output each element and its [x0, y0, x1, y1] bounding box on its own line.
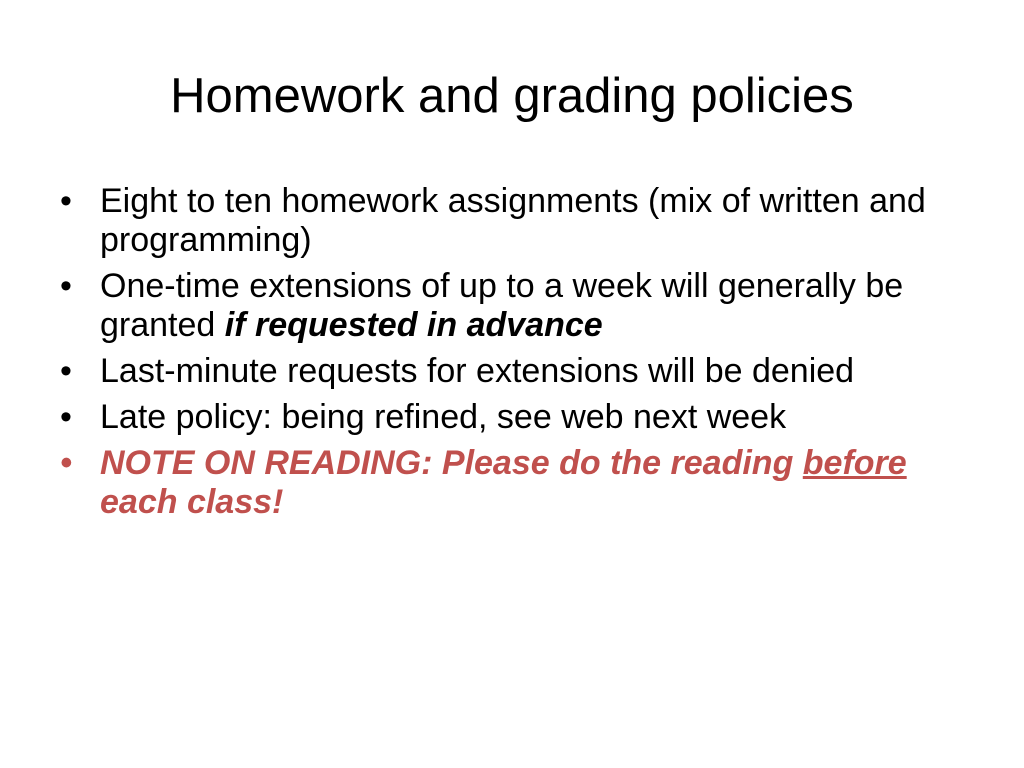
bullet-item-homework-count — [58, 182, 978, 260]
bullet-dot-icon: • — [60, 267, 72, 305]
bullet-text: Last-minute requests for extensions will be denied — [100, 352, 855, 390]
slide-title: Homework and grading policies — [170, 69, 854, 123]
note-underlined-word: before — [802, 444, 907, 482]
bullet-text: One-time extensions of up to a week will generally be granted — [100, 267, 904, 344]
bullet-item-late-policy — [58, 398, 978, 437]
note-text-start: NOTE ON READING: Please do the reading — [100, 444, 803, 482]
bullet-list — [58, 182, 978, 529]
bullet-item-last-minute — [58, 352, 978, 391]
bullet-item-reading-note — [58, 444, 978, 522]
bullet-item-extensions — [58, 267, 978, 345]
bullet-dot-icon: • — [60, 444, 72, 482]
bullet-dot-icon: • — [60, 398, 72, 436]
bullet-dot-icon: • — [60, 352, 72, 390]
note-text-end: each class! — [100, 483, 284, 521]
bullet-emphasis: if requested in advance — [224, 306, 603, 344]
bullet-dot-icon: • — [60, 182, 72, 220]
bullet-text: Eight to ten homework assignments (mix of written and programming) — [100, 182, 926, 259]
bullet-text: Late policy: being refined, see web next week — [100, 398, 787, 436]
